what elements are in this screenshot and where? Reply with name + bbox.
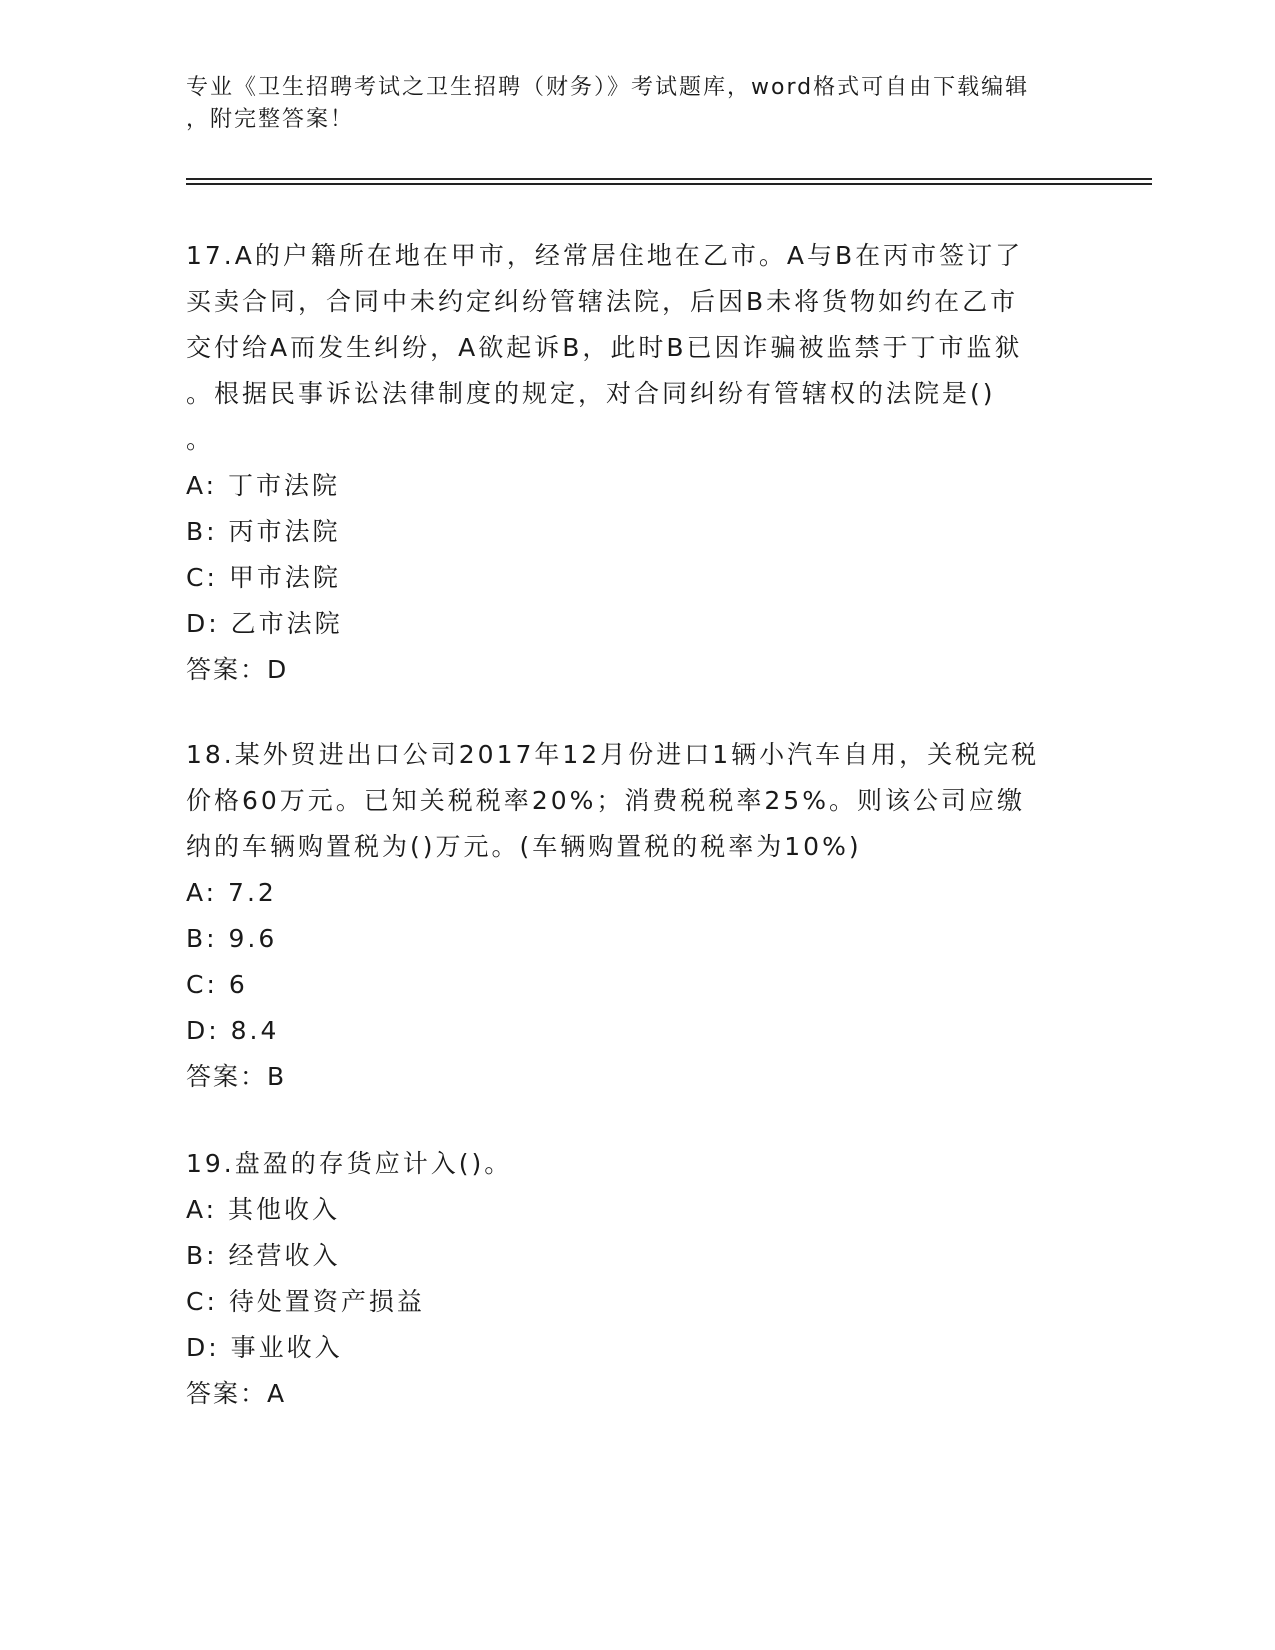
header-divider-top [186,178,1152,180]
answer: 答案：B [186,1062,287,1091]
question-18 [186,732,1086,1100]
question-stem-line: 。 [186,425,215,454]
option-d: D: 事业收入 [186,1333,343,1362]
option-c: C: 待处置资产损益 [186,1287,425,1316]
answer: 答案：A [186,1379,287,1408]
option-c: C: 甲市法院 [186,563,341,592]
question-19 [186,1141,1086,1417]
question-stem-line: 价格60万元。已知关税税率20%；消费税税率25%。则该公司应缴 [186,786,1025,815]
document-header [186,72,1066,136]
question-stem-line: 。根据民事诉讼法律制度的规定，对合同纠纷有管辖权的法院是() [186,379,996,408]
question-stem-line: 18.某外贸进出口公司2017年12月份进口1辆小汽车自用，关税完税 [186,740,1040,769]
question-stem-line: 纳的车辆购置税为()万元。(车辆购置税的税率为10%) [186,832,862,861]
answer: 答案：D [186,655,289,684]
option-a: A: 其他收入 [186,1195,341,1224]
option-d: D: 乙市法院 [186,609,343,638]
question-17 [186,233,1086,693]
option-b: B: 经营收入 [186,1241,341,1270]
header-line-2: ，附完整答案！ [186,107,355,132]
option-a: A: 7.2 [186,878,277,907]
option-a: A: 丁市法院 [186,471,341,500]
question-stem-line: 买卖合同，合同中未约定纠纷管辖法院，后因B未将货物如约在乙市 [186,287,1019,316]
header-divider-bottom [186,183,1152,185]
option-b: B: 丙市法院 [186,517,341,546]
option-d: D: 8.4 [186,1016,280,1045]
option-c: C: 6 [186,970,248,999]
header-line-1: 专业《卫生招聘考试之卫生招聘（财务）》考试题库，word格式可自由下载编辑 [186,75,1030,100]
question-stem-line: 19.盘盈的存货应计入()。 [186,1149,513,1178]
option-b: B: 9.6 [186,924,278,953]
question-stem-line: 17.A的户籍所在地在甲市，经常居住地在乙市。A与B在丙市签订了 [186,241,1024,270]
question-stem-line: 交付给A而发生纠纷，A欲起诉B，此时B已因诈骗被监禁于丁市监狱 [186,333,1023,362]
